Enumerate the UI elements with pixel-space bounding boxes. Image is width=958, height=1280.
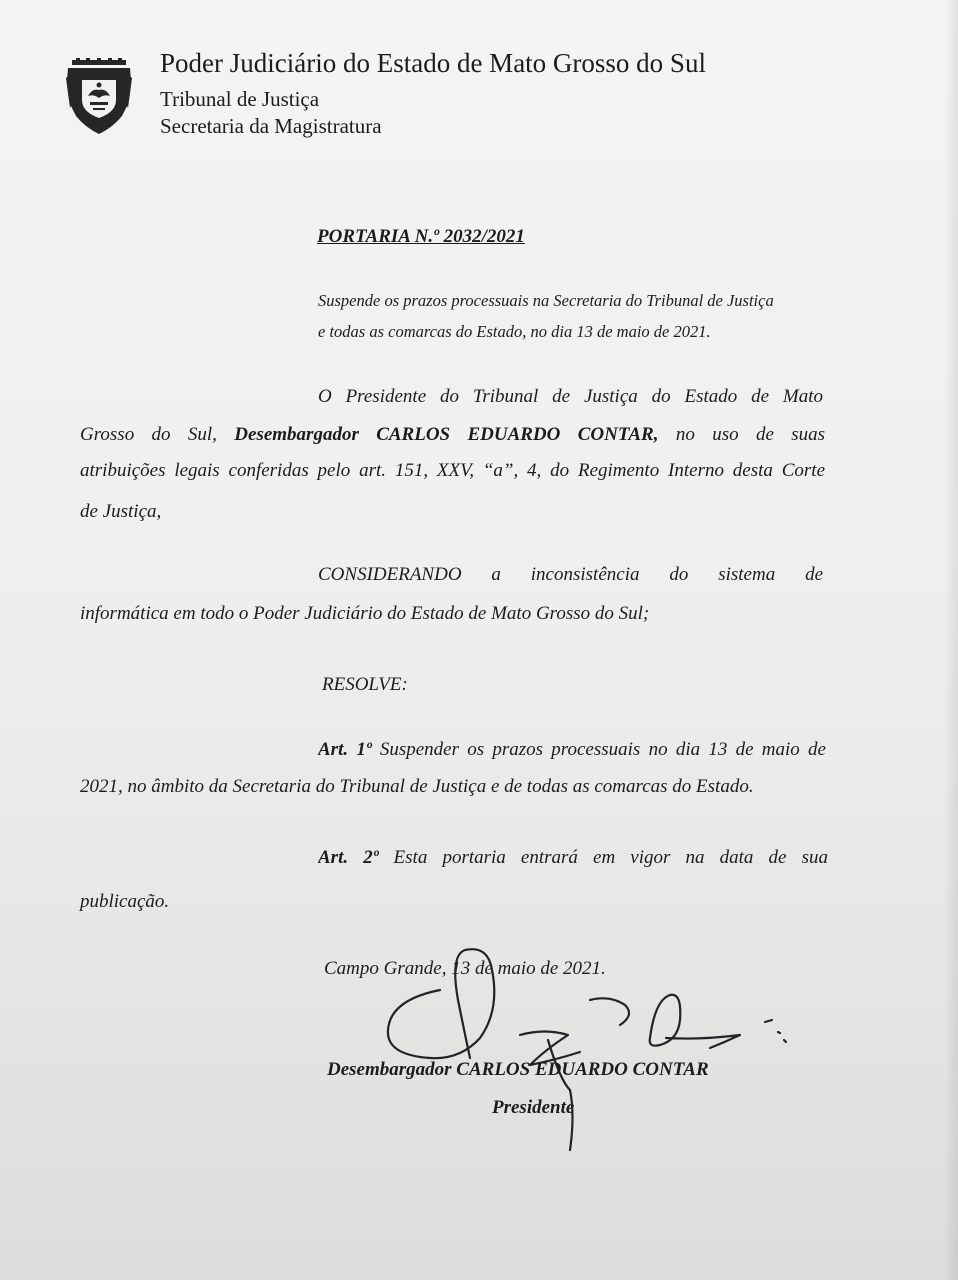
coat-of-arms-icon [66, 58, 132, 136]
header-tribunal: Tribunal de Justiça [160, 87, 320, 111]
header-secretaria: Secretaria da Magistratura [160, 114, 382, 138]
header-court-name: Poder Judiciário do Estado de Mato Grosso do Sul [160, 48, 706, 78]
signatory-role: Presidente [492, 1097, 575, 1118]
preamble-line-2-start: Grosso do Sul, [80, 424, 217, 445]
considerando-line-2: informática em todo o Poder Judiciário do Estado de Mato Grosso do Sul; [80, 603, 650, 624]
resolve-heading: RESOLVE: [322, 674, 408, 695]
art2-line-1 [318, 847, 828, 871]
preamble-line-3: atribuições legais conferidas pelo art. 151, XXV, “a”, 4, do Regimento Interno desta Corte [80, 460, 825, 481]
preamble-line-2 [80, 424, 825, 448]
ementa-line-1: Suspende os prazos processuais na Secretaria do Tribunal de Justiça [318, 291, 774, 310]
art2-text-1: Esta portaria entrará em vigor na data de sua [393, 847, 828, 868]
preamble-signatory-name: Desembargador CARLOS EDUARDO CONTAR, [234, 424, 659, 445]
signatory-name: Desembargador CARLOS EDUARDO CONTAR [327, 1059, 709, 1080]
place-date: Campo Grande, 13 de maio de 2021. [324, 958, 606, 979]
art1-label: Art. 1º [318, 739, 372, 760]
art2-label: Art. 2º [318, 847, 379, 868]
handwritten-signature [380, 940, 800, 1160]
page-edge-shadow [944, 0, 958, 1280]
art2-line-2: publicação. [80, 891, 170, 912]
art1-text-1: Suspender os prazos processuais no dia 13 de maio de [379, 739, 826, 760]
ementa-line-2: e todas as comarcas do Estado, no dia 13 de maio de 2021. [318, 322, 711, 341]
art1-line-2: 2021, no âmbito da Secretaria do Tribunal de Justiça e de todas as comarcas do Estado. [80, 776, 754, 797]
preamble-line-2-end: no uso de suas [675, 424, 825, 445]
preamble-line-4: de Justiça, [80, 501, 162, 522]
document-title: PORTARIA N.º 2032/2021 [317, 226, 525, 247]
considerando-line-1: CONSIDERANDO a inconsistência do sistema de [318, 564, 823, 585]
art1-line-1 [318, 739, 826, 763]
preamble-line-1: O Presidente do Tribunal de Justiça do Estado de Mato [318, 386, 823, 407]
